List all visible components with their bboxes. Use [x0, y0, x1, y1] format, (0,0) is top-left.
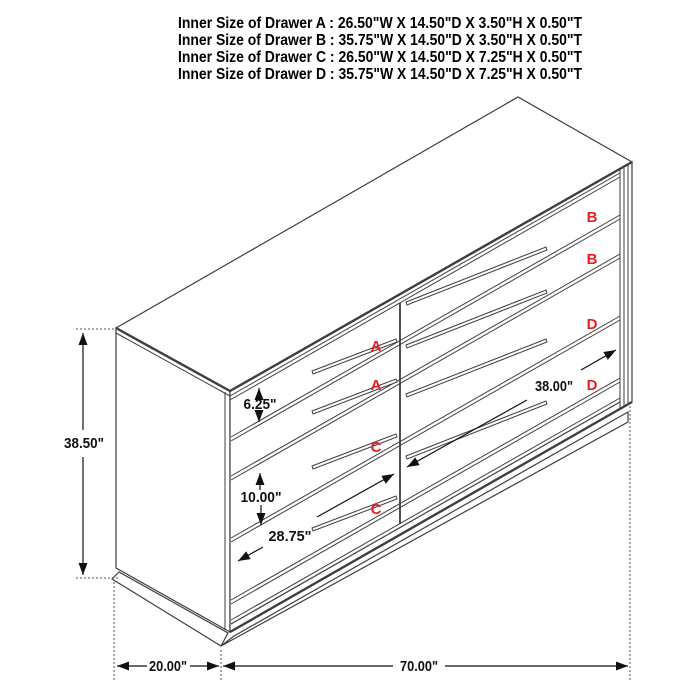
dresser-illustration [112, 97, 632, 646]
title-block [178, 15, 582, 83]
drawer-a2-label: A [370, 377, 382, 394]
drawer-c-height-value: 10.00" [240, 489, 282, 506]
drawer-a1-label: A [370, 338, 382, 355]
drawer-c2-label: C [370, 501, 382, 518]
drawer-b1-label: B [586, 209, 598, 226]
drawer-d1-label: D [586, 316, 598, 333]
drawer-a-size-text: Inner Size of Drawer A : 26.50"W X 14.50"D X 3.50"H X 0.50"T [178, 15, 583, 32]
drawer-a-height-value: 6.25" [243, 396, 277, 413]
drawer-d2-label: D [586, 377, 598, 394]
drawer-c1-label: C [370, 439, 382, 456]
width-value: 70.00" [400, 658, 438, 675]
depth-value: 20.00" [149, 658, 187, 675]
drawer-b-size-text: Inner Size of Drawer B : 35.75"W X 14.50"D X 3.50"H X 0.50"T [178, 32, 583, 49]
right-section-width-value: 38.00" [535, 378, 573, 395]
drawer-b2-label: B [586, 251, 598, 268]
height-dimension [64, 329, 120, 578]
drawer-d-size-text: Inner Size of Drawer D : 35.75"W X 14.50"D X 7.25"H X 0.50"T [178, 66, 583, 83]
height-value: 38.50" [64, 435, 104, 452]
left-section-width-value: 28.75" [268, 528, 312, 545]
drawer-c-size-text: Inner Size of Drawer C : 26.50"W X 14.50"D X 7.25"H X 0.50"T [178, 49, 583, 66]
